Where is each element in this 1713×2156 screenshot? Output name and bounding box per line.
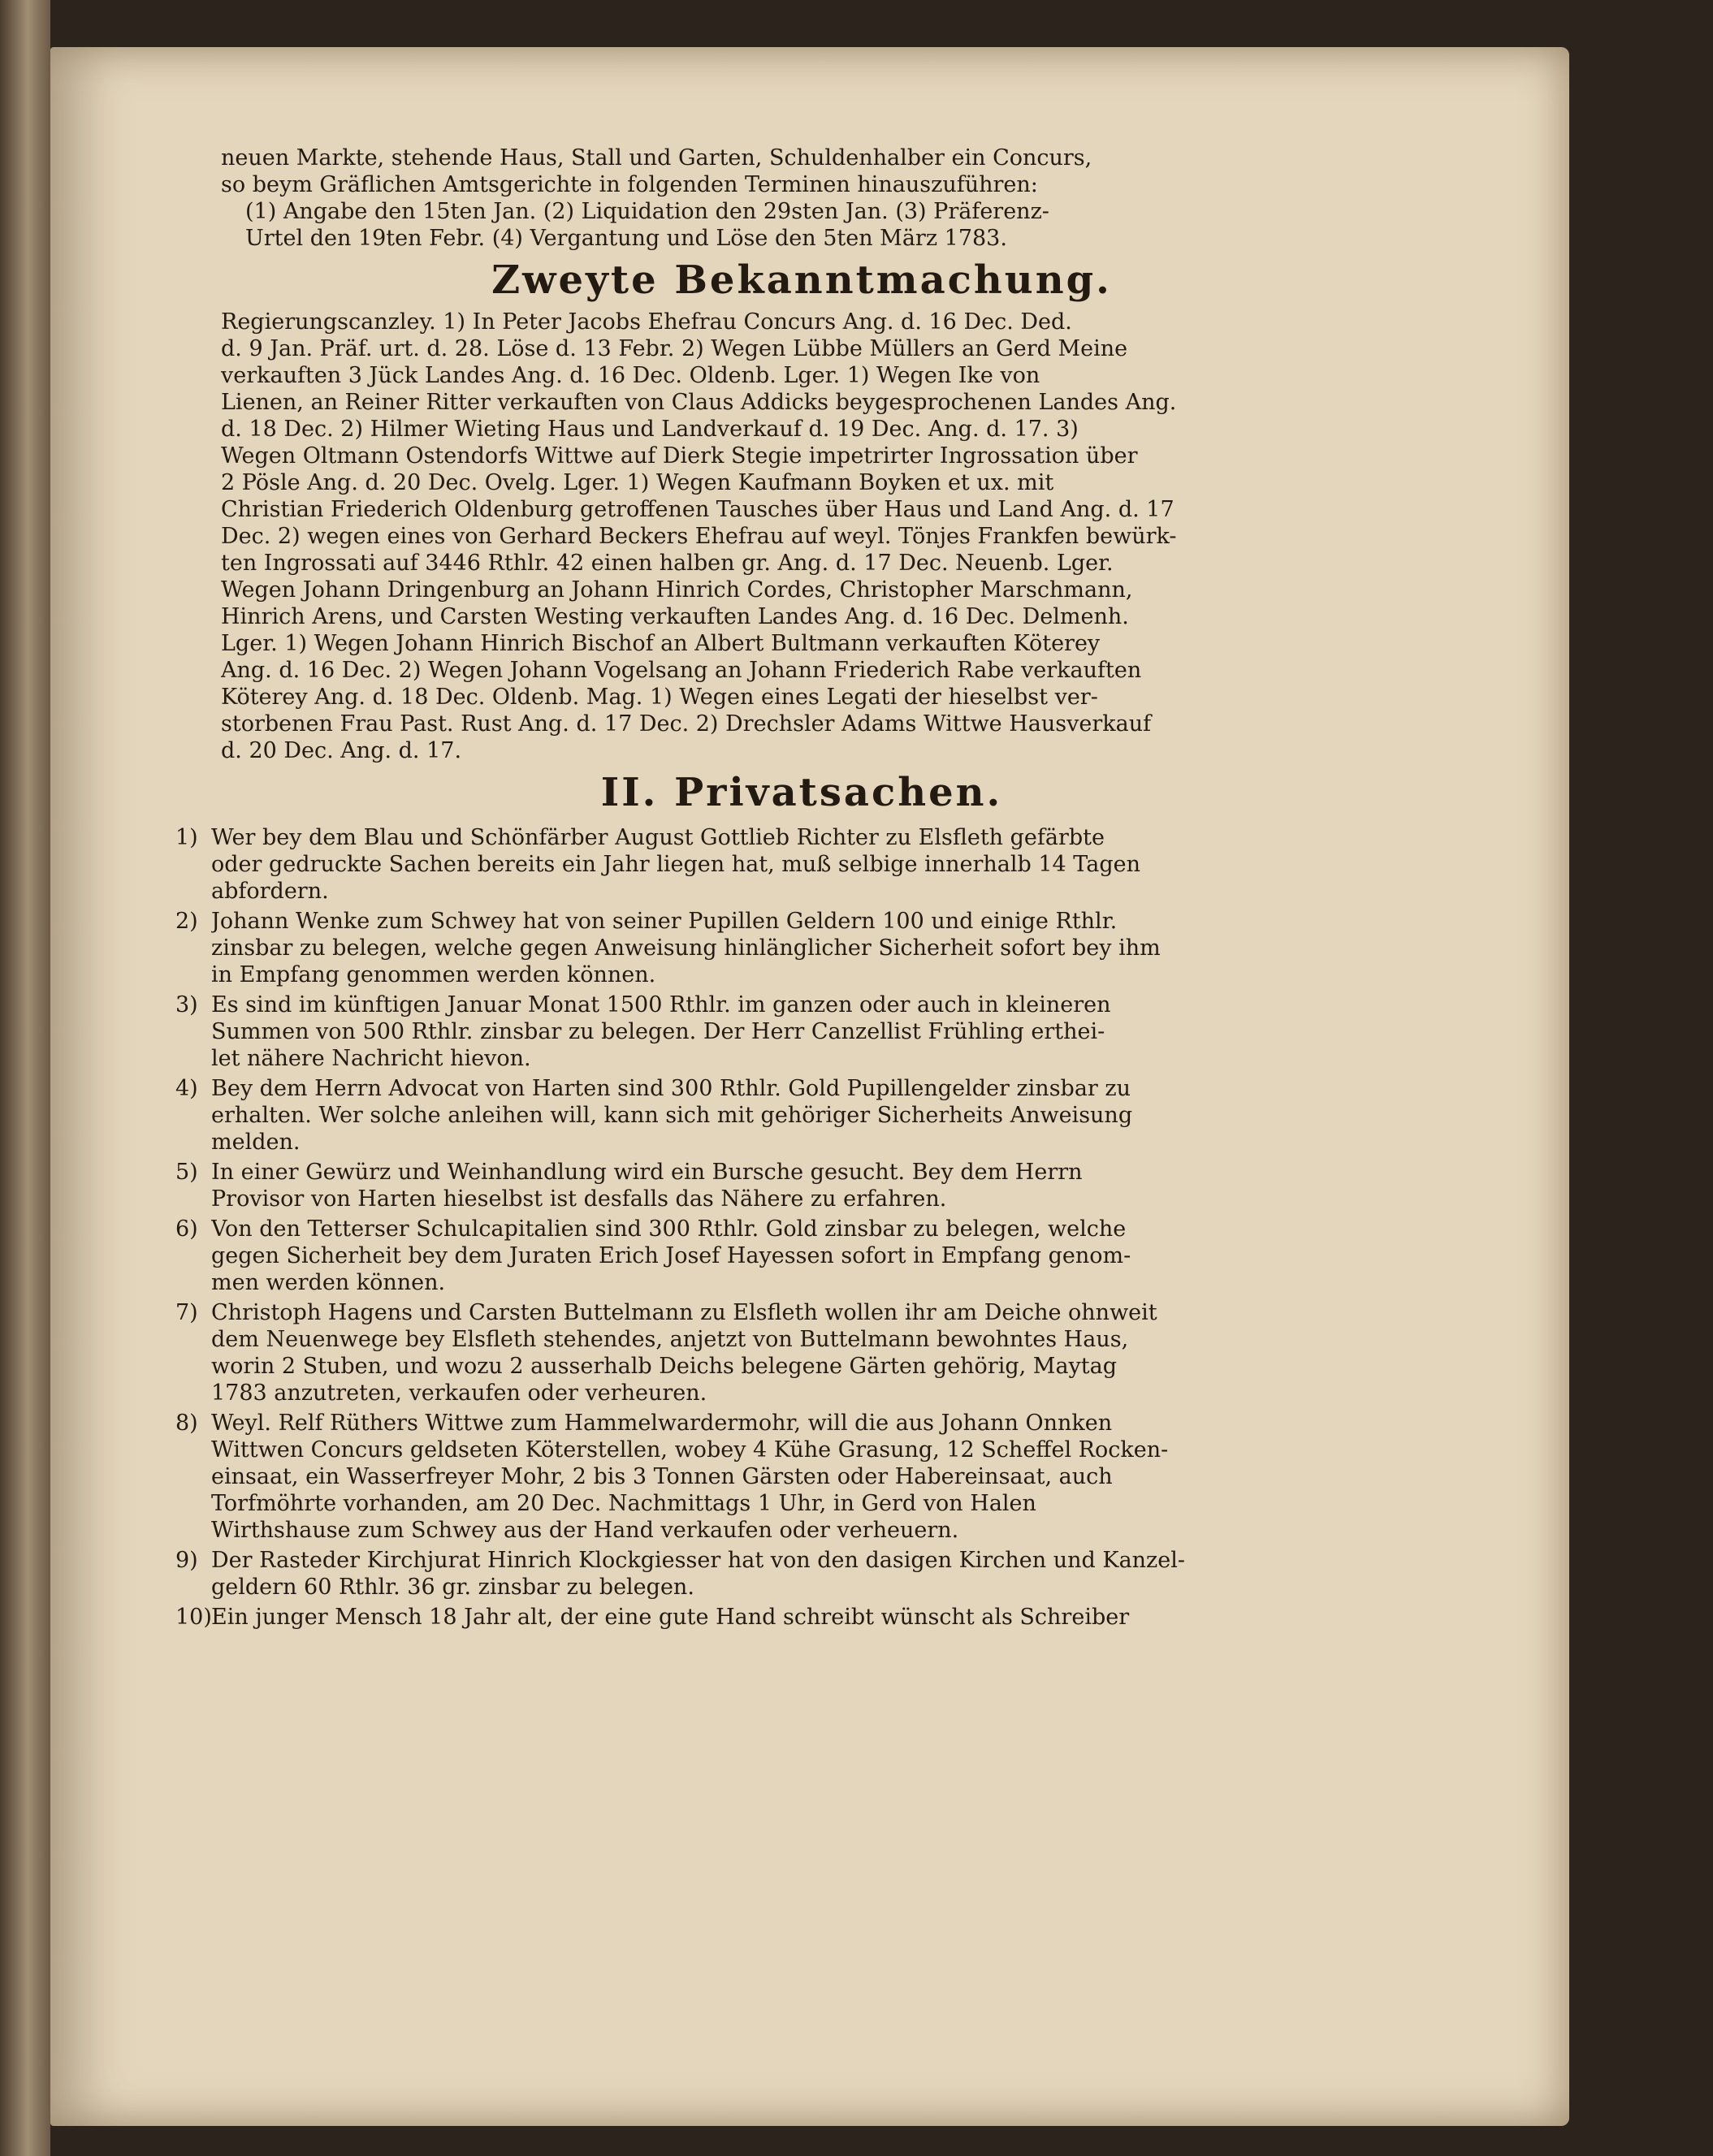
item-number: 4) xyxy=(175,1076,198,1101)
item-text xyxy=(211,1216,1382,1296)
item-text xyxy=(211,1410,1382,1544)
list-item xyxy=(175,1410,1382,1544)
item-number: 5) xyxy=(175,1160,198,1185)
text-line: melden. xyxy=(211,1130,301,1155)
text-line: Der Rasteder Kirchjurat Hinrich Klockgiesser hat von den dasigen Kirchen und Kanzel- xyxy=(211,1548,1186,1573)
item-number: 9) xyxy=(175,1548,198,1573)
text-line: so beym Gräflichen Amtsgerichte in folgenden Terminen hinauszuführen: xyxy=(221,172,1038,197)
previous-page-edge xyxy=(0,0,50,2156)
list-item xyxy=(175,824,1382,905)
text-line: Lger. 1) Wegen Johann Hinrich Bischof an Albert Bultmann verkauften Köterey xyxy=(221,631,1101,656)
item-text xyxy=(211,1547,1382,1601)
list-item xyxy=(175,1604,1382,1631)
text-line: Köterey Ang. d. 18 Dec. Oldenb. Mag. 1) Wegen eines Legati der hieselbst ver- xyxy=(221,685,1098,710)
list-item xyxy=(175,992,1382,1072)
text-line: Ang. d. 16 Dec. 2) Wegen Johann Vogelsang an Johann Friederich Rabe verkauften xyxy=(221,658,1142,683)
text-line: ten Ingrossati auf 3446 Rthlr. 42 einen halben gr. Ang. d. 17 Dec. Neuenb. Lger. xyxy=(221,551,1114,576)
text-line: geldern 60 Rthlr. 36 gr. zinsbar zu belegen. xyxy=(211,1575,694,1600)
text-line: 2 Pösle Ang. d. 20 Dec. Ovelg. Lger. 1) Wegen Kaufmann Boyken et ux. mit xyxy=(221,470,1054,495)
text-line: neuen Markte, stehende Haus, Stall und Garten, Schuldenhalber ein Concurs, xyxy=(221,145,1092,171)
text-line: 1783 anzutreten, verkaufen oder verheuren. xyxy=(211,1380,707,1406)
text-line: verkauften 3 Jück Landes Ang. d. 16 Dec. Oldenb. Lger. 1) Wegen Ike von xyxy=(221,363,1040,388)
text-line: men werden können. xyxy=(211,1270,446,1295)
item-number: 7) xyxy=(175,1300,198,1325)
list-item xyxy=(175,1216,1382,1296)
text-line: Wegen Oltmann Ostendorfs Wittwe auf Dierk Stegie impetrirter Ingrossation über xyxy=(221,443,1138,469)
text-line: Ein junger Mensch 18 Jahr alt, der eine gute Hand schreibt wünscht als Schreiber xyxy=(211,1605,1130,1630)
section-heading-privatsachen: II. Privatsachen. xyxy=(600,770,1003,815)
item-text xyxy=(211,1075,1382,1156)
item-text xyxy=(211,1604,1382,1631)
item-number: 6) xyxy=(175,1216,198,1242)
item-text xyxy=(211,1159,1382,1212)
item-number: 2) xyxy=(175,909,198,934)
text-line: let nähere Nachricht hievon. xyxy=(211,1046,531,1071)
text-line: Torfmöhrte vorhanden, am 20 Dec. Nachmittags 1 Uhr, in Gerd von Halen xyxy=(211,1491,1036,1516)
text-line: Urtel den 19ten Febr. (4) Vergantung und Löse den 5ten März 1783. xyxy=(245,226,1007,251)
text-line: Regierungscanzley. 1) In Peter Jacobs Ehefrau Concurs Ang. d. 16 Dec. Ded. xyxy=(221,309,1072,335)
intro-paragraph xyxy=(221,145,1382,252)
text-line: Christoph Hagens und Carsten Buttelmann zu Elsfleth wollen ihr am Deiche ohnweit xyxy=(211,1300,1157,1325)
text-line: Lienen, an Reiner Ritter verkauften von Claus Addicks beygesprochenen Landes Ang. xyxy=(221,390,1177,415)
list-item xyxy=(175,1299,1382,1406)
text-line: d. 20 Dec. Ang. d. 17. xyxy=(221,738,462,763)
text-line: In einer Gewürz und Weinhandlung wird ein Bursche gesucht. Bey dem Herrn xyxy=(211,1160,1083,1185)
list-item xyxy=(175,908,1382,988)
list-item xyxy=(175,1547,1382,1601)
text-line: gegen Sicherheit bey dem Juraten Erich Josef Hayessen sofort in Empfang genom- xyxy=(211,1243,1131,1268)
text-line: d. 9 Jan. Präf. urt. d. 28. Löse d. 13 Febr. 2) Wegen Lübbe Müllers an Gerd Meine xyxy=(221,336,1128,361)
text-line: Provisor von Harten hieselbst ist desfalls das Nähere zu erfahren. xyxy=(211,1186,947,1212)
text-line: Wer bey dem Blau und Schönfärber August Gottlieb Richter zu Elsfleth gefärbte xyxy=(211,825,1105,850)
item-text xyxy=(211,992,1382,1072)
text-line: oder gedruckte Sachen bereits ein Jahr liegen hat, muß selbige innerhalb 14 Tagen xyxy=(211,852,1140,877)
item-number: 10) xyxy=(175,1605,212,1630)
section1-paragraph xyxy=(221,309,1382,764)
text-line: (1) Angabe den 15ten Jan. (2) Liquidation den 29sten Jan. (3) Präferenz- xyxy=(245,199,1049,224)
text-line: einsaat, ein Wasserfreyer Mohr, 2 bis 3 Tonnen Gärsten oder Habereinsaat, auch xyxy=(211,1464,1113,1489)
text-line: Bey dem Herrn Advocat von Harten sind 300 Rthlr. Gold Pupillengelder zinsbar zu xyxy=(211,1076,1131,1101)
item-number: 3) xyxy=(175,992,198,1018)
text-line: Summen von 500 Rthlr. zinsbar zu belegen. Der Herr Canzellist Frühling erthei- xyxy=(211,1019,1105,1044)
text-line: in Empfang genommen werden können. xyxy=(211,962,656,987)
text-line: Wegen Johann Dringenburg an Johann Hinrich Cordes, Christopher Marschmann, xyxy=(221,577,1133,603)
item-text xyxy=(211,908,1382,988)
page xyxy=(50,47,1569,2126)
text-line: Weyl. Relf Rüthers Wittwe zum Hammelwardermohr, will die aus Johann Onnken xyxy=(211,1411,1113,1436)
text-line: Christian Friederich Oldenburg getroffenen Tausches über Haus und Land Ang. d. 17 xyxy=(221,497,1174,522)
text-line: Es sind im künftigen Januar Monat 1500 Rthlr. im ganzen oder auch in kleineren xyxy=(211,992,1111,1018)
text-line: Von den Tetterser Schulcapitalien sind 300 Rthlr. Gold zinsbar zu belegen, welche xyxy=(211,1216,1127,1242)
item-number: 1) xyxy=(175,825,198,850)
list-item xyxy=(175,1075,1382,1156)
text-line: zinsbar zu belegen, welche gegen Anweisung hinlänglicher Sicherheit sofort bey ihm xyxy=(211,935,1161,961)
page-text xyxy=(175,145,1382,1631)
text-line: Wirthshause zum Schwey aus der Hand verkaufen oder verheuern. xyxy=(211,1518,959,1543)
text-line: abfordern. xyxy=(211,879,329,904)
text-line: Wittwen Concurs geldseten Köterstellen, wobey 4 Kühe Grasung, 12 Scheffel Rocken- xyxy=(211,1437,1169,1463)
text-line: Hinrich Arens, und Carsten Westing verkauften Landes Ang. d. 16 Dec. Delmenh. xyxy=(221,604,1129,629)
section-heading-bekanntmachung: Zweyte Bekanntmachung. xyxy=(491,257,1112,303)
text-line: Dec. 2) wegen eines von Gerhard Beckers Ehefrau auf weyl. Tönjes Frankfen bewürk- xyxy=(221,524,1177,549)
item-text xyxy=(211,824,1382,905)
list-item xyxy=(175,1159,1382,1212)
privatsachen-list xyxy=(175,824,1382,1631)
text-line: storbenen Frau Past. Rust Ang. d. 17 Dec. 2) Drechsler Adams Wittwe Hausverkauf xyxy=(221,711,1152,737)
item-number: 8) xyxy=(175,1411,198,1436)
text-line: dem Neuenwege bey Elsfleth stehendes, anjetzt von Buttelmann bewohntes Haus, xyxy=(211,1327,1129,1352)
item-text xyxy=(211,1299,1382,1406)
text-line: worin 2 Stuben, und wozu 2 ausserhalb Deichs belegene Gärten gehörig, Maytag xyxy=(211,1354,1118,1379)
text-line: erhalten. Wer solche anleihen will, kann sich mit gehöriger Sicherheits Anweisung xyxy=(211,1103,1133,1128)
text-line: Johann Wenke zum Schwey hat von seiner Pupillen Geldern 100 und einige Rthlr. xyxy=(211,909,1118,934)
text-line: d. 18 Dec. 2) Hilmer Wieting Haus und Landverkauf d. 19 Dec. Ang. d. 17. 3) xyxy=(221,417,1079,442)
